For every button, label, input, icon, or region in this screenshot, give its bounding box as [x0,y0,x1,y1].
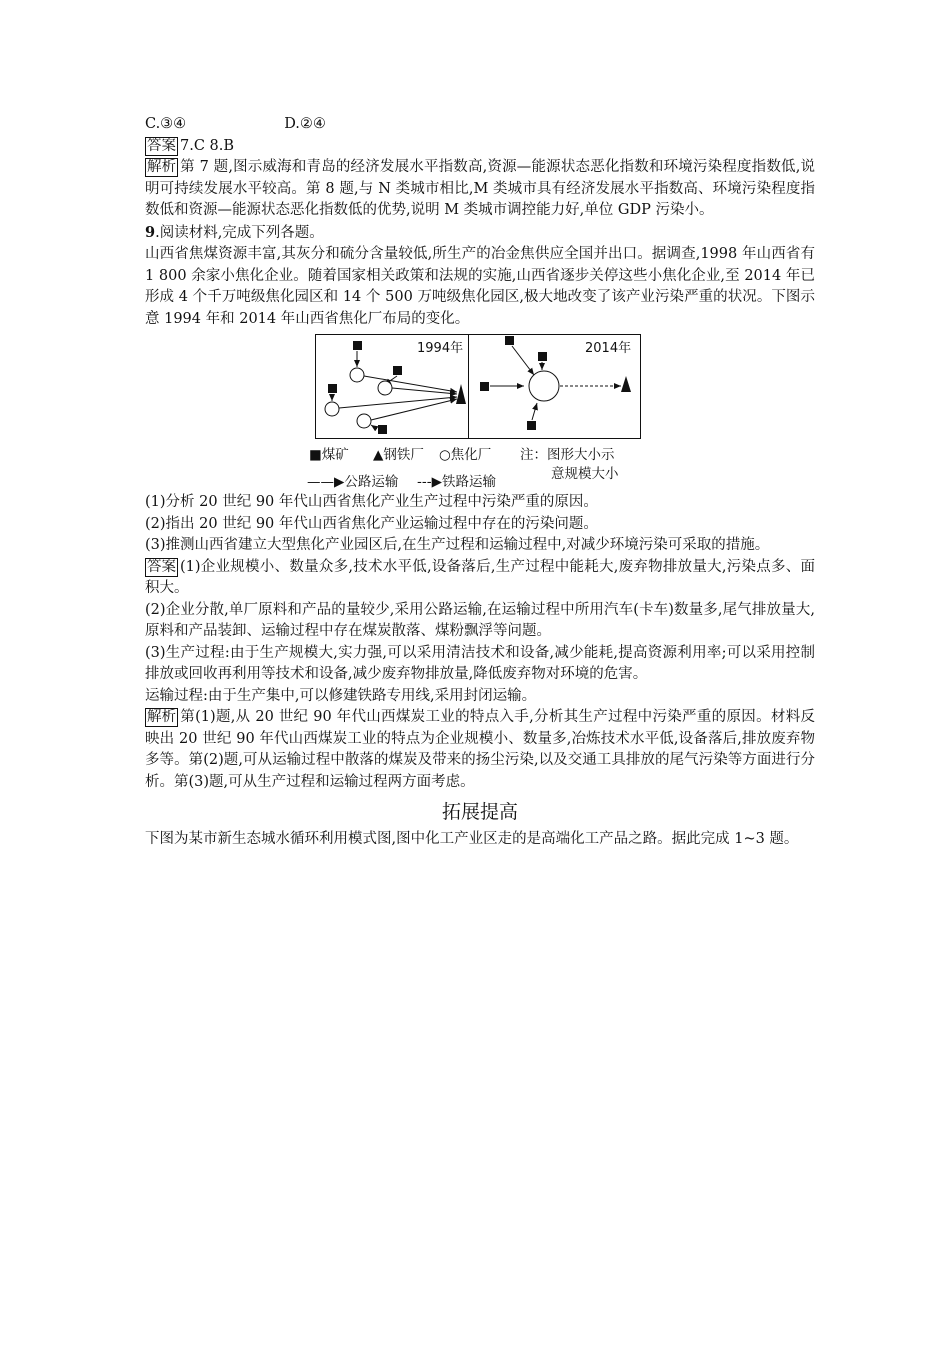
answer-text: 7.C 8.B [180,137,235,154]
answer-tag: 答案 [147,137,176,154]
q9-answer-2: (2)企业分散,单厂原料和产品的量较少,采用公路运输,在运输过程中所用汽车(卡车)数量多,尾气排放量大,原料和产品装卸、运输过程中存在煤炭散落、煤粉飘浮等问题。 [145,601,815,639]
coal-mine-icon [353,341,362,350]
q9-analysis [145,707,815,793]
question-number: 9 [145,223,156,241]
coal-mine-icon [505,336,514,345]
coal-mine-icon [538,352,547,361]
label-1994: 1994年 [417,341,464,356]
coking-plant-icon [378,381,392,395]
analysis-text: 第 7 题,图示威海和青岛的经济发展水平指数高,资源—能源状态恶化指数和环境污染程度指数低,说明可持续发展水平较高。第 8 题,与 N 类城市相比,M 类城市具有经济发展水平指数高、环境污染程度指数低和资源—能源状态恶化指数低的优势,说明 M 类城市调控能力好,单位 GDP 污染小。 [145,159,815,218]
q78-analysis [145,157,815,222]
analysis-tag: 解析 [147,159,176,175]
legend-note: 注：图形大小示 [520,447,615,463]
options-row [145,114,815,136]
coking-plant-icon [350,368,364,382]
question-title: .阅读材料,完成下列各题。 [155,224,324,241]
coal-mine-icon [393,366,402,375]
coal-mine-icon [378,425,387,434]
q78-answer [145,136,815,158]
legend-road: ——▶公路运输 [307,474,399,490]
coal-mine-icon [328,384,337,393]
q9-answer-3b: 运输过程:由于生产集中,可以修建铁路专用线,采用封闭运输。 [145,687,537,704]
sub-question-3: (3)推测山西省建立大型焦化产业园区后,在生产过程和运输过程中,对减少环境污染可采取的措施。 [145,537,770,553]
answer-tag: 答案 [147,558,176,575]
section-heading: 拓展提高 [441,801,518,823]
steel-mill-icon [456,384,466,404]
q9-answer-1 [145,557,815,600]
section-intro: 下图为某市新生态城水循环利用模式图,图中化工产业区走的是高端化工产品之路。据此完成 1~3 题。 [145,831,799,847]
question-9-material: 山西省焦煤资源丰富,其灰分和硫分含量较低,所生产的冶金焦供应全国并出口。据调查,1998 年山西省有 1 800 余家小焦化企业。随着国家相关政策和法规的实施,山西省逐步关停这些小焦化企业,至 2014 年已形成 4 个千万吨级焦化园区和 14 个 500 万吨级焦化园区,极大地改变了该产业污染严重的状况。下图示意 1994 年和 2014 年山西省焦化厂布局的变化。 [145,246,815,327]
label-2014: 2014年 [585,341,632,356]
option-c: C.③④ [145,116,187,132]
answer-text-1: (1)企业规模小、数量众多,技术水平低,设备落后,生产过程中能耗大,废弃物排放量大,污染点多、面积大。 [145,558,815,596]
sub-question-1: (1)分析 20 世纪 90 年代山西省焦化产业生产过程中污染严重的原因。 [145,494,598,510]
document-page [145,114,815,851]
steel-mill-icon [621,376,631,392]
legend-steel: ▲钢铁厂 [373,447,424,463]
coal-mine-icon [480,382,489,391]
legend-coking: ○焦化厂 [439,447,492,463]
legend-note-2: 意规模大小 [551,466,619,482]
coal-mine-icon [527,421,536,430]
analysis-text: 第(1)题,从 20 世纪 90 年代山西煤炭工业的特点入手,分析其生产过程中污染严重的原因。材料反映出 20 世纪 90 年代山西煤炭工业的特点为企业规模小、数量多,冶炼技术水平低,设备落后,排放废弃物多等。第(2)题,可从运输过程中散落的煤炭及带来的扬尘污染,以及交通工具排放的尾气污染等方面进行分析。第(3)题,可从生产过程和运输过程两方面考虑。 [145,709,815,790]
question-9-title [145,222,815,245]
coking-plant-icon [325,402,339,416]
coking-plant-icon [357,414,371,428]
legend-rail: ---▶铁路运输 [417,474,496,490]
analysis-tag: 解析 [147,709,176,725]
q9-answer-3: (3)生产过程:由于生产规模大,实力强,可以采用清洁技术和设备,减少能耗,提高资源利用率;可以采用控制排放或回收再利用等技术和设备,减少废弃物排放量,降低废弃物对环境的危害。 [145,644,815,682]
sub-question-2: (2)指出 20 世纪 90 年代山西省焦化产业运输过程中存在的污染问题。 [145,515,598,532]
legend-coal: ■煤矿 [309,447,349,463]
coking-park-icon [529,371,559,401]
coking-layout-figure [307,332,645,492]
option-d: D.②④ [284,116,326,132]
